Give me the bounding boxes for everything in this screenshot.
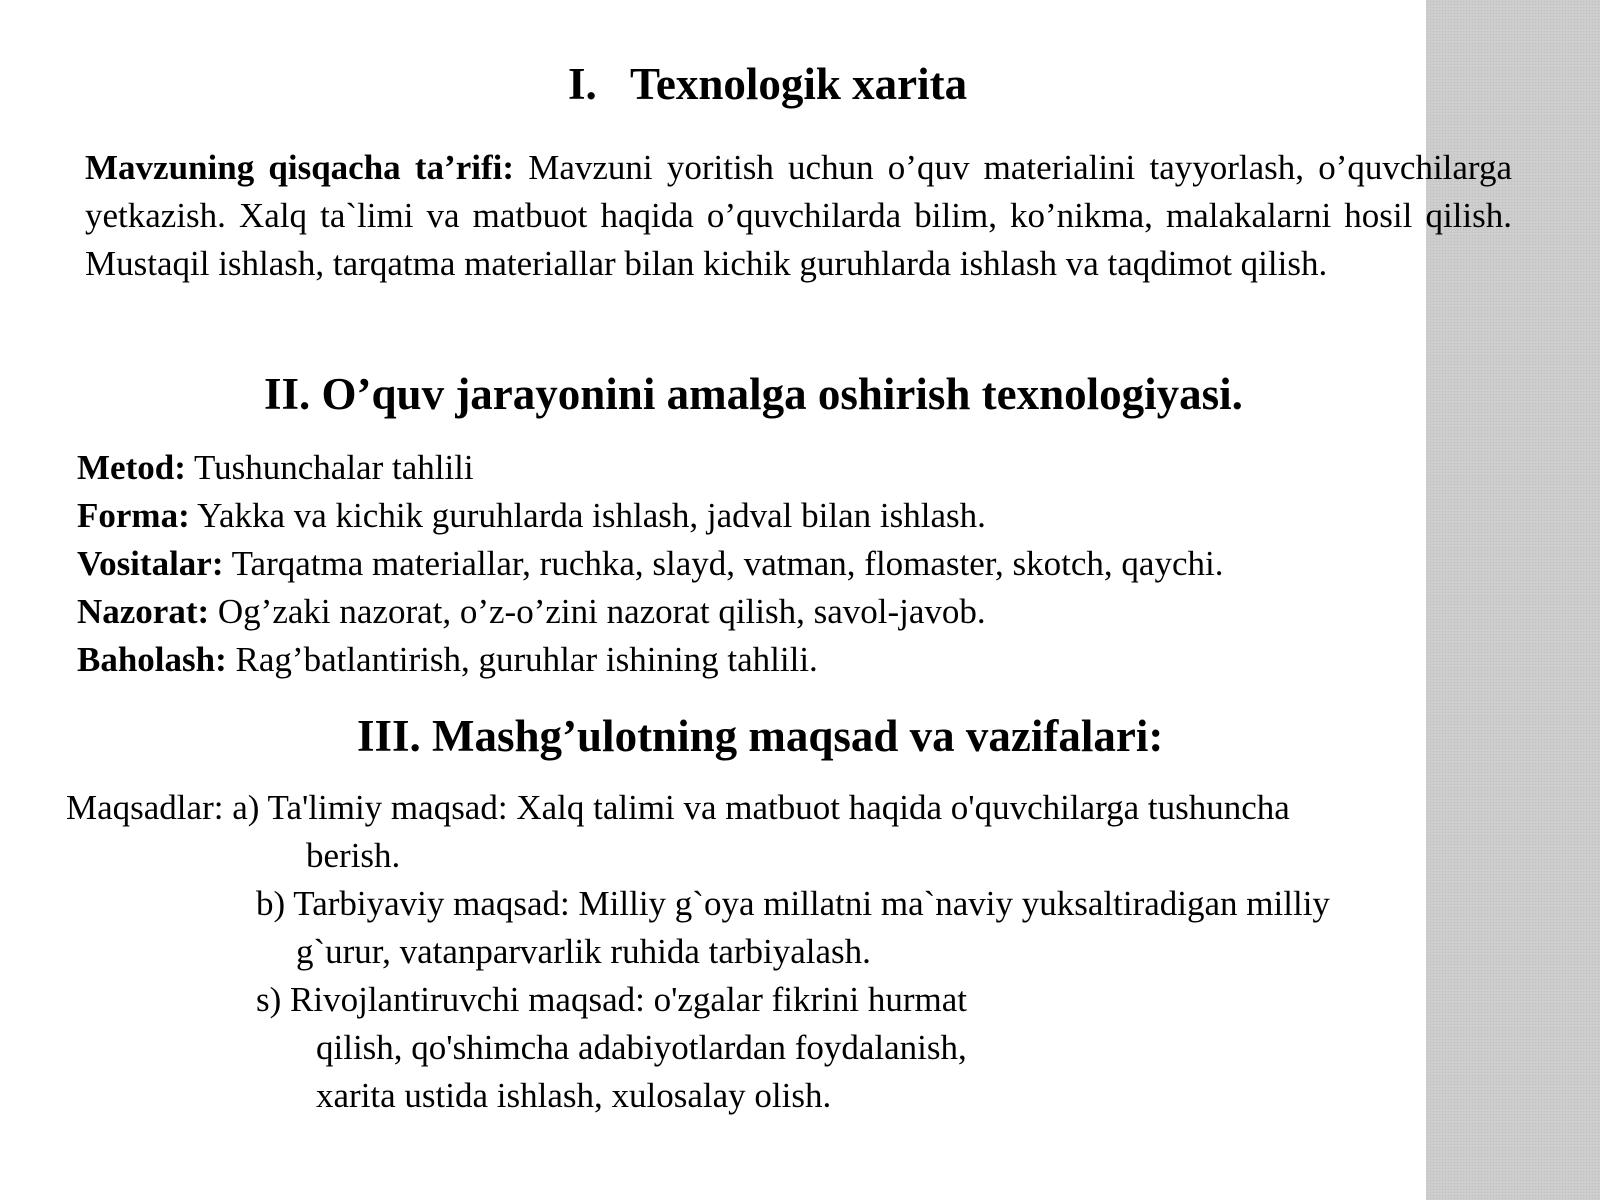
form-label: Forma: <box>77 496 190 535</box>
summary-label: Mavzuning qisqacha ta’rifi: <box>85 148 515 187</box>
assessment-row <box>77 640 818 680</box>
control-row <box>77 592 986 632</box>
goal-line-2: berish. <box>306 836 401 875</box>
tools-label: Vositalar: <box>77 544 224 583</box>
section-2-heading: II. O’quv jarayonini amalga oshirish texnologiyasi. <box>264 369 1243 419</box>
assessment-label: Baholash: <box>77 640 227 679</box>
section-1-title: Texnologik xarita <box>630 59 968 109</box>
goal-line-5: s) Rivojlantiruvchi maqsad: o'zgalar fikrini hurmat <box>256 980 967 1019</box>
form-value: Yakka va kichik guruhlarda ishlash, jadval bilan ishlash. <box>189 496 986 535</box>
tools-value: Tarqatma materiallar, ruchka, slayd, vatman, flomaster, skotch, qaychi. <box>223 544 1224 583</box>
method-row <box>77 448 474 488</box>
section-1-heading <box>568 58 967 110</box>
assessment-value: Rag’batlantirish, guruhlar ishining tahlili. <box>226 640 818 679</box>
tools-row <box>77 544 1223 584</box>
goal-line-7: xarita ustida ishlash, xulosalay olish. <box>316 1076 832 1115</box>
goal-line-4: g`urur, vatanparvarlik ruhida tarbiyalash. <box>296 932 871 971</box>
control-label: Nazorat: <box>77 592 210 631</box>
goal-line-1: Maqsadlar: a) Ta'limiy maqsad: Xalq talimi va matbuot haqida o'quvchilarga tushuncha <box>66 788 1290 827</box>
method-label: Metod: <box>77 448 186 487</box>
goal-line-3: b) Tarbiyaviy maqsad: Milliy g`oya millatni ma`naviy yuksaltiradigan milliy <box>256 884 1330 923</box>
form-row <box>77 496 986 536</box>
control-value: Og’zaki nazorat, o’z-o’zini nazorat qilish, savol-javob. <box>209 592 986 631</box>
section-3-heading: III. Mashg’ulotning maqsad va vazifalari: <box>357 711 1164 761</box>
summary-text: Mavzuni yoritish uchun o’quv materialini tayyorlash, o’quvchilarga yetkazish. Xalq ta`limi va matbuot haqida o’quvchilarda bilim, ko’nikma, malakalarni hosil qilish. Mustaqil ishlash, tarqatma materiallar bilan kichik guruhlarda ishlash va taqdimot qilish. <box>85 148 1512 283</box>
method-value: Tushunchalar tahlili <box>185 448 474 487</box>
section-1-number: I. <box>568 59 597 109</box>
goal-line-6: qilish, qo'shimcha adabiyotlardan foydalanish, <box>316 1028 967 1067</box>
topic-summary-paragraph <box>85 144 1512 288</box>
